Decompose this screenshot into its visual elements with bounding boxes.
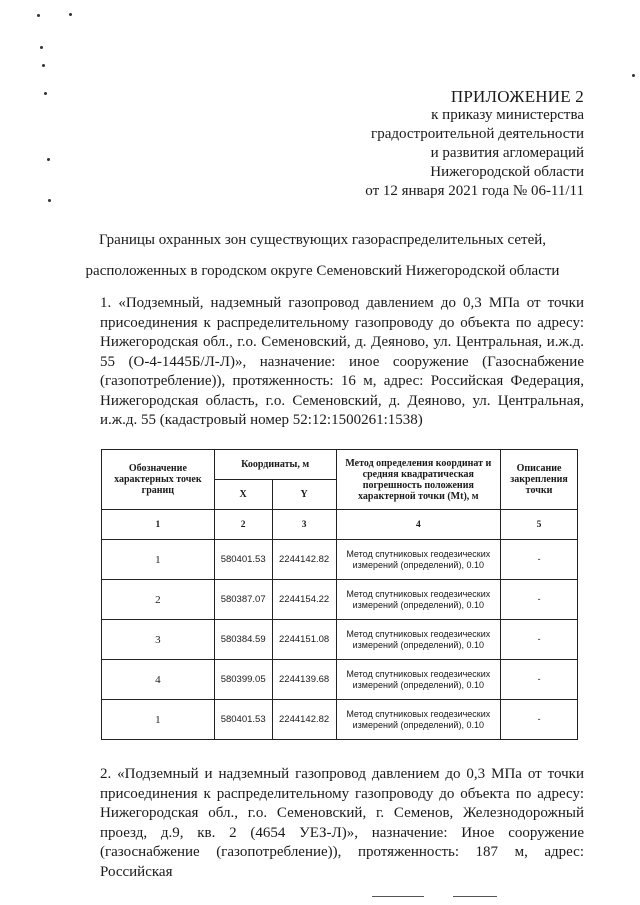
scan-speck [37, 14, 40, 17]
fixing-cell: - [501, 580, 578, 620]
header-point: Обозначение характерных точек границ [102, 450, 215, 510]
y-coordinate: 2244139.68 [272, 660, 336, 700]
header-coordinates: Координаты, м [214, 450, 336, 480]
point-id: 3 [102, 620, 215, 660]
column-number: 3 [272, 510, 336, 540]
scan-speck [632, 74, 635, 77]
method-cell: Метод спутниковых геодезических измерений (определений), 0.10 [336, 700, 500, 740]
method-cell: Метод спутниковых геодезических измерений (определений), 0.10 [336, 660, 500, 700]
bottom-scan-line [372, 896, 424, 897]
object-description-2: 2. «Подземный и надземный газопровод давлением до 0,3 МПа от точки присоединения к распределительному газопроводу до объекта по адресу: Нижегородская обл., г.о. Семеновский, г. Семенов, Железнодорожный проезд, д.9, кв. 2 (4654 УЕЗ-Л)», назначение: Иное сооружение (газоснабжение (газопотребление)), протяженность: 187 м, адрес: Российская [100, 766, 584, 880]
x-coordinate: 580399.05 [214, 660, 272, 700]
column-number: 2 [214, 510, 272, 540]
column-number: 4 [336, 510, 500, 540]
scan-speck [48, 199, 51, 202]
point-id: 1 [102, 540, 215, 580]
scan-speck [69, 13, 72, 16]
appendix-line: градостроительной деятельности [371, 126, 584, 142]
point-id: 2 [102, 580, 215, 620]
table-row [102, 620, 578, 660]
point-id: 1 [102, 700, 215, 740]
title-line: Границы охранных зон существующих газораспределительных сетей, [98, 232, 547, 248]
appendix-line: Нижегородской области [430, 164, 584, 180]
appendix-line: к приказу министерства [431, 107, 584, 123]
method-cell: Метод спутниковых геодезических измерений (определений), 0.10 [336, 620, 500, 660]
document-title [60, 225, 585, 287]
column-number-row [102, 510, 578, 540]
header-fixing: Описание закрепления точки [501, 450, 578, 510]
header-x: X [214, 480, 272, 510]
fixing-cell: - [501, 660, 578, 700]
scan-speck [40, 46, 43, 49]
x-coordinate: 580401.53 [214, 700, 272, 740]
scan-speck [47, 158, 50, 161]
method-cell: Метод спутниковых геодезических измерений (определений), 0.10 [336, 540, 500, 580]
y-coordinate: 2244151.08 [272, 620, 336, 660]
method-cell: Метод спутниковых геодезических измерений (определений), 0.10 [336, 580, 500, 620]
title-line: расположенных в городском округе Семеновский Нижегородской области [85, 263, 560, 279]
appendix-heading: ПРИЛОЖЕНИЕ 2 [450, 87, 584, 106]
table-row [102, 700, 578, 740]
point-id: 4 [102, 660, 215, 700]
table-row [102, 540, 578, 580]
column-number: 1 [102, 510, 215, 540]
fixing-cell: - [501, 620, 578, 660]
object-description-1: 1. «Подземный, надземный газопровод давлением до 0,3 МПа от точки присоединения к распределительному газопроводу до объекта по адресу: Нижегородская обл., г.о. Семеновский, д. Деяново, ул. Центральная, и.ж.д. 55 (О-4-1445Б/Л-Л)», назначение: иное сооружение (Газоснабжение (газопотребление)), протяженность: 16 м, адрес: Российская Федерация, Нижегородская область, г.о. Семеновский, д. Деяново, ул. Центральная, и.ж.д. 55 (кадастровый номер 52:12:1500261:1538) [100, 295, 584, 428]
x-coordinate: 580401.53 [214, 540, 272, 580]
header-method: Метод определения координат и средняя квадратическая погрешность положения характерной точки (Mt), м [336, 450, 500, 510]
table-row [102, 660, 578, 700]
appendix-block [284, 87, 584, 201]
table-row [102, 580, 578, 620]
y-coordinate: 2244142.82 [272, 700, 336, 740]
scan-speck [44, 92, 47, 95]
header-y: Y [272, 480, 336, 510]
y-coordinate: 2244142.82 [272, 540, 336, 580]
bottom-scan-line [453, 896, 497, 897]
table-header-row [102, 450, 578, 480]
y-coordinate: 2244154.22 [272, 580, 336, 620]
appendix-line: и развития агломераций [430, 145, 584, 161]
x-coordinate: 580387.07 [214, 580, 272, 620]
fixing-cell: - [501, 700, 578, 740]
appendix-date-line: от 12 января 2021 года № 06-11/11 [365, 183, 584, 199]
x-coordinate: 580384.59 [214, 620, 272, 660]
fixing-cell: - [501, 540, 578, 580]
scan-speck [42, 64, 45, 67]
coordinates-table [101, 449, 578, 740]
column-number: 5 [501, 510, 578, 540]
